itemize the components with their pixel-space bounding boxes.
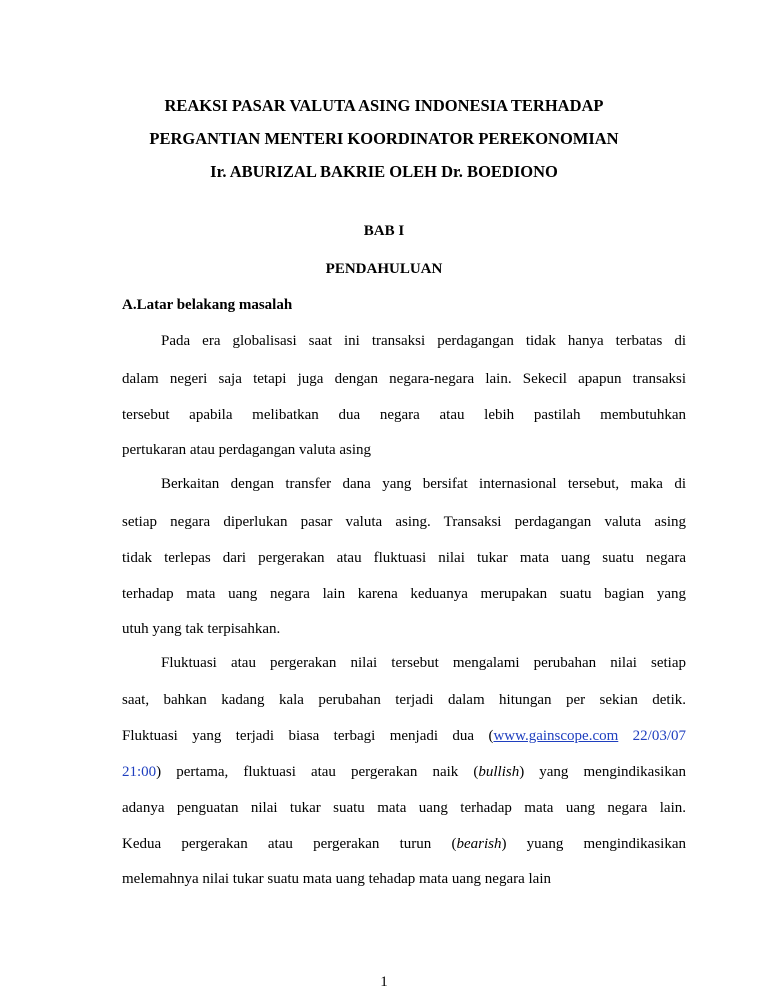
citation-time: 21:00 — [122, 764, 157, 780]
paragraph-3-line-2: saat, bahkan kadang kala perubahan terjadi dalam hitungan per sekian detik. — [122, 692, 686, 708]
page-number: 1 — [380, 974, 388, 990]
paragraph-2-line-4: terhadap mata uang negara lain karena keduanya merupakan suatu bagian yang — [122, 586, 686, 602]
bullish-term: bullish — [478, 764, 520, 780]
chapter-label: BAB I — [363, 223, 405, 239]
title-line-3: Ir. ABURIZAL BAKRIE OLEH Dr. BOEDIONO — [210, 162, 558, 181]
paragraph-3-line-6-part-a: Kedua pergerakan atau pergerakan turun ( — [122, 836, 457, 852]
paragraph-3-line-7: melemahnya nilai tukar suatu mata uang tehadap mata uang negara lain — [122, 871, 551, 887]
paragraph-2-line-5: utuh yang tak terpisahkan. — [122, 621, 281, 637]
paragraph-3-line-6 — [122, 834, 686, 854]
paragraph-1-line-2: dalam negeri saja tetapi juga dengan negara-negara lain. Sekecil apapun transaksi — [122, 371, 686, 387]
paragraph-3-line-6-part-b: ) yuang mengindikasikan — [501, 836, 686, 852]
paragraph-3-line-3 — [122, 726, 686, 746]
paragraph-3-line-4-part-b: ) yang mengindikasikan — [519, 764, 686, 780]
citation-date: 22/03/07 — [632, 728, 687, 744]
paragraph-2-line-3: tidak terlepas dari pergerakan atau fluktuasi nilai tukar mata uang suatu negara — [122, 550, 686, 566]
paragraph-1-line-3: tersebut apabila melibatkan dua negara atau lebih pastilah membutuhkan — [122, 407, 686, 423]
paragraph-3-line-1: Fluktuasi atau pergerakan nilai tersebut mengalami perubahan nilai setiap — [161, 655, 686, 671]
gainscope-link[interactable]: www.gainscope.com — [493, 728, 619, 744]
section-heading: A.Latar belakang masalah — [122, 297, 293, 313]
paragraph-2-line-2: setiap negara diperlukan pasar valuta asing. Transaksi perdagangan valuta asing — [122, 514, 686, 530]
paragraph-3-line-3-text: Fluktuasi yang terjadi biasa terbagi menjadi dua ( — [122, 728, 494, 744]
paragraph-1-line-4: pertukaran atau perdagangan valuta asing — [122, 442, 372, 458]
paragraph-3-line-4 — [122, 762, 686, 782]
paragraph-1-line-1: Pada era globalisasi saat ini transaksi perdagangan tidak hanya terbatas di — [161, 333, 686, 349]
paragraph-3-line-5: adanya penguatan nilai tukar suatu mata uang terhadap mata uang negara lain. — [122, 800, 686, 816]
paragraph-2-line-1: Berkaitan dengan transfer dana yang bersifat internasional tersebut, maka di — [161, 476, 686, 492]
bearish-term: bearish — [456, 836, 502, 852]
paragraph-3-line-4-part-a: ) pertama, fluktuasi atau pergerakan naik ( — [156, 764, 479, 780]
title-line-1: REAKSI PASAR VALUTA ASING INDONESIA TERHADAP — [164, 96, 604, 115]
title-line-2: PERGANTIAN MENTERI KOORDINATOR PEREKONOMIAN — [149, 129, 619, 148]
chapter-title: PENDAHULUAN — [325, 261, 443, 277]
